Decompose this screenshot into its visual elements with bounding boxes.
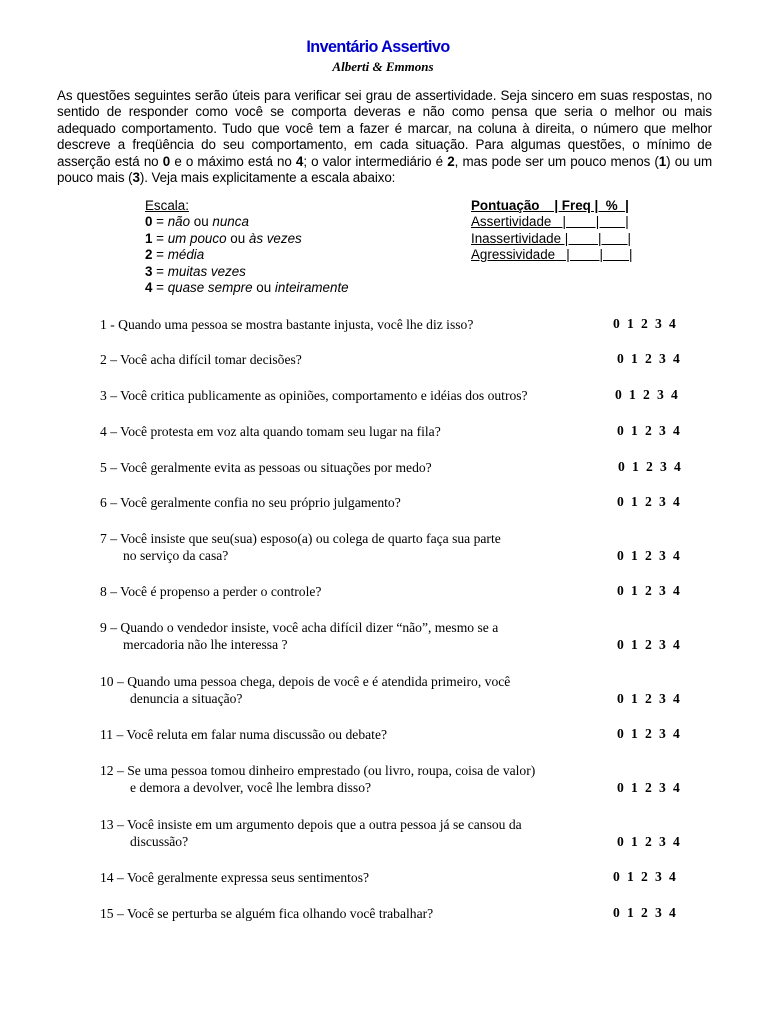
scale-item: 0 = não ou nunca xyxy=(145,214,249,230)
answer-options[interactable]: 0 1 2 3 4 xyxy=(613,316,677,331)
scale-term: muitas vezes xyxy=(167,263,246,279)
answer-options[interactable]: 0 1 2 3 4 xyxy=(615,387,679,402)
question-text: 7 – Você insiste que seu(sua) esposo(a) ou colega de quarto faça sua parte xyxy=(100,531,501,546)
question-item xyxy=(100,423,441,440)
intro-bold-number: 0 xyxy=(162,153,171,169)
answer-options[interactable]: 0 1 2 3 4 xyxy=(617,637,681,653)
answer-options[interactable]: 0 1 2 3 4 xyxy=(617,494,681,509)
scale-term-alt: às vezes xyxy=(248,230,302,246)
authors-subtitle: Alberti & Emmons xyxy=(332,59,434,74)
question-item xyxy=(100,387,528,404)
question-item xyxy=(100,869,369,886)
scale-item: 2 = média xyxy=(145,247,205,263)
intro-text: As questões seguintes serão úteis para verificar sei grau de assertividade. Seja sincero em suas respostas, no sentido de responder como você se comporta deveras e não como pensa que seria o melhor ou mais adequado comportamento. Tudo que você tem a fazer é marcar, na coluna à direita, o número que melhor descreve a freqüência do seu comportamento, em cada situação. Para algumas questões, o mínimo de asserção está no xyxy=(57,88,712,169)
question-text: 9 – Quando o vendedor insiste, você acha difícil dizer “não”, mesmo se a xyxy=(100,620,499,635)
question-text-continued: denuncia a situação? xyxy=(130,691,243,707)
score-table-row: Agressividade | | | xyxy=(471,247,633,263)
question-item xyxy=(100,762,535,797)
question-item xyxy=(100,905,433,922)
question-text: 8 – Você é propenso a perder o controle? xyxy=(100,584,322,599)
intro-bold-number: 1 xyxy=(658,153,667,169)
question-text-continued: no serviço da casa? xyxy=(123,548,229,564)
intro-text: , mas pode ser um pouco menos ( xyxy=(454,153,659,169)
score-table-header: Pontuação | Freq | % | xyxy=(471,198,629,213)
question-item xyxy=(100,619,498,654)
intro-text: ; o valor intermediário é xyxy=(303,153,448,169)
question-text: 10 – Quando uma pessoa chega, depois de você e é atendida primeiro, você xyxy=(100,674,511,689)
question-text: 3 – Você critica publicamente as opiniões, comportamento e idéias dos outros? xyxy=(100,388,528,403)
page-title: Inventário Assertivo xyxy=(306,37,450,56)
question-item xyxy=(100,726,387,743)
scale-term: não xyxy=(167,214,191,230)
answer-options[interactable]: 0 1 2 3 4 xyxy=(617,834,681,850)
question-text-continued: discussão? xyxy=(130,834,189,850)
scale-label: Escala: xyxy=(145,198,189,213)
question-item xyxy=(100,816,522,851)
intro-bold-number: 4 xyxy=(295,153,304,169)
answer-options[interactable]: 0 1 2 3 4 xyxy=(617,780,681,796)
answer-options[interactable]: 0 1 2 3 4 xyxy=(618,459,682,474)
question-text: 14 – Você geralmente expressa seus sentimentos? xyxy=(100,870,370,885)
answer-options[interactable]: 0 1 2 3 4 xyxy=(617,548,681,564)
question-item xyxy=(100,530,501,565)
scale-term-alt: inteiramente xyxy=(274,280,349,296)
scale-item: 3 = muitas vezes xyxy=(145,263,246,279)
question-text: 13 – Você insiste em um argumento depois que a outra pessoa já se cansou da xyxy=(100,817,522,832)
scale-number: 3 xyxy=(145,263,153,279)
answer-options[interactable]: 0 1 2 3 4 xyxy=(617,423,681,438)
scale-number: 2 xyxy=(145,247,153,263)
scale-item: 1 = um pouco ou às vezes xyxy=(145,230,302,246)
answer-options[interactable]: 0 1 2 3 4 xyxy=(617,583,681,598)
answer-options[interactable]: 0 1 2 3 4 xyxy=(613,869,677,884)
intro-text: ). Veja mais explicitamente a escala abaixo: xyxy=(139,170,396,186)
answer-options[interactable]: 0 1 2 3 4 xyxy=(613,905,677,920)
question-item xyxy=(100,316,473,333)
scale-term: quase sempre xyxy=(167,280,253,296)
scale-term-alt: nunca xyxy=(212,214,249,230)
score-table-row: Inassertividade | | | xyxy=(471,230,632,246)
intro-bold-number: 2 xyxy=(447,153,455,169)
question-text: 11 – Você reluta em falar numa discussão ou debate? xyxy=(100,727,388,742)
scale-term: média xyxy=(167,247,205,263)
question-text-continued: mercadoria não lhe interessa ? xyxy=(123,637,288,653)
question-text: 1 - Quando uma pessoa se mostra bastante injusta, você lhe diz isso? xyxy=(100,317,474,332)
scale-number: 1 xyxy=(145,230,153,246)
scale-number: 4 xyxy=(145,280,153,296)
question-text: 4 – Você protesta em voz alta quando tomam seu lugar na fila? xyxy=(100,424,441,439)
intro-text: ) ou um pouco mais ( xyxy=(57,153,713,186)
question-text: 6 – Você geralmente confia no seu próprio julgamento? xyxy=(100,495,401,510)
intro-bold-number: 3 xyxy=(132,170,140,186)
intro-text: e o máximo está no xyxy=(170,153,296,169)
question-text: 15 – Você se perturba se alguém fica olhando você trabalhar? xyxy=(100,906,434,921)
question-item xyxy=(100,494,401,511)
question-text: 5 – Você geralmente evita as pessoas ou situações por medo? xyxy=(100,460,432,475)
question-item xyxy=(100,583,321,600)
question-text: 12 – Se uma pessoa tomou dinheiro emprestado (ou livro, roupa, coisa de valor) xyxy=(100,763,536,778)
answer-options[interactable]: 0 1 2 3 4 xyxy=(617,691,681,707)
answer-options[interactable]: 0 1 2 3 4 xyxy=(617,351,681,366)
question-item xyxy=(100,673,510,708)
question-text-continued: e demora a devolver, você lhe lembra disso? xyxy=(130,780,372,796)
question-item xyxy=(100,351,302,368)
scale-term: um pouco xyxy=(167,230,227,246)
scale-item: 4 = quase sempre ou inteiramente xyxy=(145,280,349,296)
answer-options[interactable]: 0 1 2 3 4 xyxy=(617,726,681,741)
scale-number: 0 xyxy=(145,214,153,230)
question-text: 2 – Você acha difícil tomar decisões? xyxy=(100,352,302,367)
score-table-row: Assertividade | | | xyxy=(471,214,629,230)
question-item xyxy=(100,459,432,476)
